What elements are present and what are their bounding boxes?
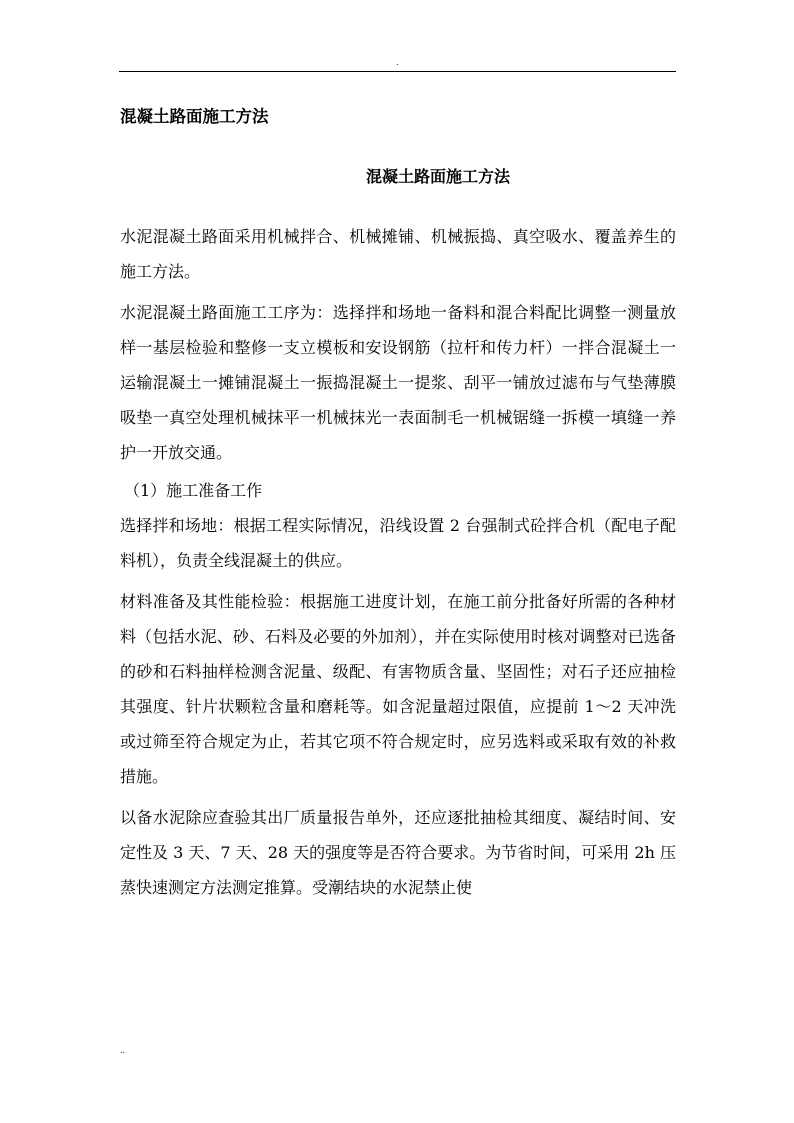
document-subtitle: 混凝土路面施工方法 [365, 167, 510, 186]
paragraph-construction-sequence: 水泥混凝土路面施工工序为：选择拌和场地一备料和混合料配比调整一测量放样一基层检验和整修一支立模板和安设钢筋（拉杆和传力杆）一拌合混凝土一运输混凝土一摊铺混凝土一振捣混凝土一提浆、刮平一铺放过滤布与气垫薄膜吸垫一真空处理机械抹平一机械抹光一表面制毛一机械锯缝一拆模一填缝一养护一开放交通。 [120, 303, 676, 462]
document-title: 混凝土路面施工方法 [120, 107, 269, 126]
paragraph-construction-method: 水泥混凝土路面采用机械拌合、机械摊铺、机械振捣、真空吸水、覆盖养生的施工方法。 [120, 227, 676, 281]
footer-mark: .. [120, 1046, 126, 1055]
header-rule [119, 71, 676, 72]
paragraph-cement-inspection: 以备水泥除应查验其出厂质量报告单外，还应逐批抽检其细度、凝结时间、安定性及 3 天、7 天、28 天的强度等是否符合要求。为节省时间，可采用 2h 压蒸快速测定方法测定推算。受潮结块的水泥禁止使 [120, 808, 676, 897]
header-mark: . [396, 58, 399, 67]
paragraph-mixing-site: 选择拌和场地：根据工程实际情况，沿线设置 2 台强制式砼拌合机（配电子配料机），负责全线混凝土的供应。 [120, 516, 676, 570]
section-heading-preparation: （1）施工准备工作 [124, 481, 263, 500]
document-body [120, 219, 676, 911]
paragraph-material-inspection: 材料准备及其性能检验：根据施工进度计划，在施工前分批备好所需的各种材料（包括水泥、砂、石料及必要的外加剂），并在实际使用时核对调整对已选备的砂和石料抽样检测含泥量、级配、有害物质含量、坚固性；对石子还应抽检其强度、针片状颗粒含量和磨耗等。如含泥量超过限值，应提前 1～2 天冲洗或过筛至符合规定为止，若其它项不符合规定时，应另选料或采取有效的补救措施。 [120, 592, 676, 786]
